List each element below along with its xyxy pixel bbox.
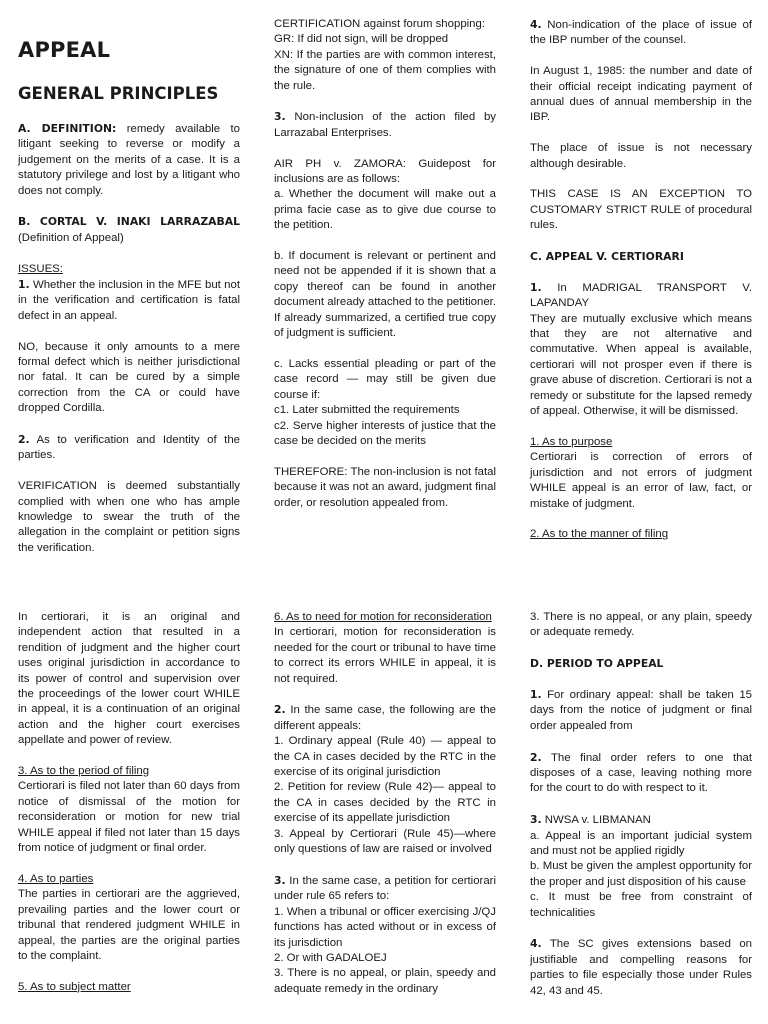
- final-order-number: 2.: [530, 750, 542, 764]
- purpose-label: 1. As to purpose: [530, 435, 613, 448]
- forum-shopping-line: CERTIFICATION against forum shopping:: [274, 18, 486, 30]
- air-ph-text: AIR PH v. ZAMORA: Guidepost for inclusions are as follows:: [274, 157, 496, 186]
- column-3-top: [530, 17, 752, 558]
- nwsa-paragraph: [530, 812, 752, 921]
- nwsa-number: 3.: [530, 813, 542, 827]
- rule-65-item-1: 1. When a tribunal or officer exercising J/QJ functions has acted without or in excess of its jurisdiction: [274, 905, 496, 949]
- madrigal-paragraph: [530, 280, 752, 420]
- nwsa-item-b: b. Must be given the amplest opportunity for the proper and just disposition of his cause: [530, 860, 752, 888]
- cortal-text: (Definition of Appeal): [18, 231, 124, 244]
- rule-65-item-3: 3. There is no appeal, or plain, speedy and adequate remedy in the ordinary: [274, 967, 496, 995]
- issue-1-number: 1.: [18, 278, 30, 292]
- guidepost-c: c. Lacks essential pleading or part of the case record — may still be given due course if:: [274, 357, 496, 401]
- issue-2-number: 2.: [18, 433, 30, 447]
- item-3-number: 3.: [274, 110, 286, 124]
- parties-label: 4. As to parties: [18, 872, 94, 885]
- section-heading: GENERAL PRINCIPLES: [18, 84, 219, 103]
- issue-2-text: As to verification and Identity of the parties.: [18, 434, 240, 462]
- manner-filing-label: 2. As to the manner of filing: [530, 528, 669, 541]
- guidepost-a: a. Whether the document will make out a prima facie case as to give due course to the petition.: [274, 188, 496, 232]
- appeals-paragraph: [274, 702, 496, 857]
- purpose-paragraph: [530, 435, 752, 512]
- appeal-vs-certiorari-heading: C. APPEAL V. CERTIORARI: [530, 250, 684, 264]
- period-to-appeal-heading: D. PERIOD TO APPEAL: [530, 657, 664, 671]
- forum-shopping-line: GR: If did not sign, will be dropped: [274, 33, 449, 46]
- rule-65-paragraph: [274, 873, 496, 997]
- final-order-paragraph: [530, 750, 752, 797]
- motion-reconsideration-text: In certiorari, motion for reconsideration is needed for the court or tribunal to have time to correct its errors WHILE in appeal, it is not required.: [274, 626, 496, 685]
- page-title: APPEAL: [18, 38, 111, 62]
- ordinary-appeal-paragraph: [530, 687, 752, 734]
- definition-text: remedy available to litigant seeking to reverse or modify a judgement on the merits of a case. It is a statutory privilege and lost by a litigant who does not comply.: [18, 123, 240, 197]
- appeals-intro: In the same case, the following are the different appeals:: [274, 704, 496, 732]
- subject-matter-label: 5. As to subject matter: [18, 980, 131, 993]
- appeal-type-1: 1. Ordinary appeal (Rule 40) — appeal to the CA in cases decided by the RTC in the exercise of its original jurisdiction: [274, 735, 496, 779]
- august-paragraph: In August 1, 1985: the number and date of their official receipt indicating payment of annual dues of annual membership in the IBP.: [530, 65, 752, 124]
- column-1-top: [18, 17, 240, 572]
- parties-paragraph: [18, 872, 240, 964]
- definition-paragraph: [18, 121, 240, 199]
- cortal-label: B. CORTAL V. INAKI LARRAZABAL: [18, 215, 240, 229]
- madrigal-number: 1.: [530, 280, 542, 294]
- verification-paragraph: VERIFICATION is deemed substantially complied with when one who has ample knowledge to swear the truth of the allegation in the complaint or petition signs the verification.: [18, 480, 240, 554]
- appeal-type-3: 3. Appeal by Certiorari (Rule 45)—where only questions of law are raised or involved: [274, 827, 496, 856]
- item-4-number: 4.: [530, 18, 542, 31]
- item-4-paragraph: [530, 17, 752, 49]
- sc-extension-paragraph: [530, 936, 752, 999]
- place-issue-paragraph: The place of issue is not necessary although desirable.: [530, 142, 752, 170]
- item-3-text: Non-inclusion of the action filed by Larrazabal Enterprises.: [274, 111, 496, 139]
- column-2-top: [274, 17, 496, 526]
- nwsa-title: NWSA v. LIBMANAN: [541, 814, 651, 827]
- rule-65-intro: In the same case, a petition for certiorari under rule 65 refers to:: [274, 874, 496, 903]
- rule-65-item-2: 2. Or with GADALOEJ: [274, 951, 387, 964]
- ordinary-appeal-number: 1.: [530, 688, 542, 701]
- nwsa-item-c: c. It must be free from constraint of technicalities: [530, 891, 752, 919]
- final-order-text: The final order refers to one that disposes of a case, leaving nothing more for the court to do with respect to it.: [530, 751, 752, 795]
- sc-extension-text: The SC gives extensions based on justifiable and compelling reasons for parties to file especially those under Rules 42, 43 and 45.: [530, 938, 752, 997]
- column-3-bottom: [530, 610, 752, 1014]
- rule-65-number: 3.: [274, 873, 286, 887]
- motion-reconsideration-paragraph: [274, 610, 496, 687]
- forum-shopping-line: XN: If the parties are with common interest, the signature of one of them complies with the rule.: [274, 48, 496, 92]
- cortal-paragraph: [18, 214, 240, 246]
- forum-shopping-paragraph: [274, 17, 496, 94]
- motion-reconsideration-label: 6. As to need for motion for reconsideration: [274, 611, 492, 623]
- nwsa-item-a: a. Appeal is an important judicial system and must not be applied rigidly: [530, 829, 752, 858]
- madrigal-text: In MADRIGAL TRANSPORT V. LAPANDAY: [530, 281, 752, 310]
- ordinary-appeal-text: For ordinary appeal: shall be taken 15 days from the notice of judgment or final order appealed from: [530, 689, 752, 732]
- issues-paragraph: [18, 262, 240, 325]
- column-1-bottom: [18, 610, 240, 1011]
- period-filing-paragraph: [18, 764, 240, 856]
- item-3-paragraph: [274, 109, 496, 141]
- guidepost-paragraph: [274, 157, 496, 234]
- column-2-bottom: [274, 610, 496, 1013]
- period-filing-label: 3. As to the period of filing: [18, 765, 150, 778]
- guidepost-c-paragraph: [274, 357, 496, 449]
- no-paragraph: NO, because it only amounts to a mere formal defect which is neither jurisdictional nor fatal. It can be cured by a simple correction from the CA or could have dropped Cordilla.: [18, 340, 240, 415]
- no-appeal-paragraph: 3. There is no appeal, or any plain, speedy or adequate remedy.: [530, 611, 752, 639]
- guidepost-c1: c1. Later submitted the requirements: [274, 404, 460, 417]
- parties-text: The parties in certiorari are the aggrieved, prevailing parties and the lower court or tribunal that rendered judgment WHILE in appeal, the parties are the original parties to the complaint.: [18, 888, 240, 962]
- appeals-number: 2.: [274, 703, 286, 717]
- therefore-paragraph: THEREFORE: The non-inclusion is not fatal because it was not an award, judgment final order, or resolution appealed from.: [274, 465, 496, 509]
- appeal-type-2: 2. Petition for review (Rule 42)— appeal to the CA in cases decided by the RTC in exercise of its appellate jurisdiction: [274, 781, 496, 825]
- issue-1-text: Whether the inclusion in the MFE but not in the verification and certification is fatal defect in an appeal.: [18, 279, 240, 322]
- period-filing-text: Certiorari is filed not later than 60 days from notice of dismissal of the motion for reconsideration or motion for new trial WHILE appeal if filed not later than 15 days from notice of judgment or final order.: [18, 780, 240, 855]
- issues-label: ISSUES:: [18, 262, 63, 275]
- guidepost-c2: c2. Serve higher interests of justice that the case be decided on the merits: [274, 419, 496, 447]
- item-4-text: Non-indication of the place of issue of the IBP number of the counsel.: [530, 19, 752, 47]
- certiorari-paragraph: In certiorari, it is an original and independent action that resulted in a rendition of judgment and the higher court uses original jurisdiction in accordance to its power of control and supervision over the proceedings of the lower court WHILE in appeal, it is a continuation of an original action and the higher court exercises appellate and power of review.: [18, 611, 240, 747]
- purpose-text: Certiorari is correction of errors of jurisdiction and not errors of judgment WHILE appeal is an error of law, fact, or mistake of judgment.: [530, 451, 752, 510]
- guidepost-b: b. If document is relevant or pertinent and need not be appended if it is shown that a copy thereof can be found in another document already attached to the petitioner. If already summarized, a certified true copy of judgment is sufficient.: [274, 250, 496, 340]
- definition-label: A. DEFINITION:: [18, 122, 117, 135]
- issue-2-paragraph: [18, 432, 240, 464]
- exception-paragraph: THIS CASE IS AN EXCEPTION TO CUSTOMARY STRICT RULE of procedural rules.: [530, 188, 752, 232]
- mutually-exclusive-text: They are mutually exclusive which means that they are not alternative and commutative. When appeal is available, certiorari will not prosper even if there is grave abuse of discretion. Certiorari is not a remedy or substitute for the lapsed remedy of appeal. Otherwise, it will be dismissed.: [530, 312, 752, 418]
- sc-extension-number: 4.: [530, 937, 542, 951]
